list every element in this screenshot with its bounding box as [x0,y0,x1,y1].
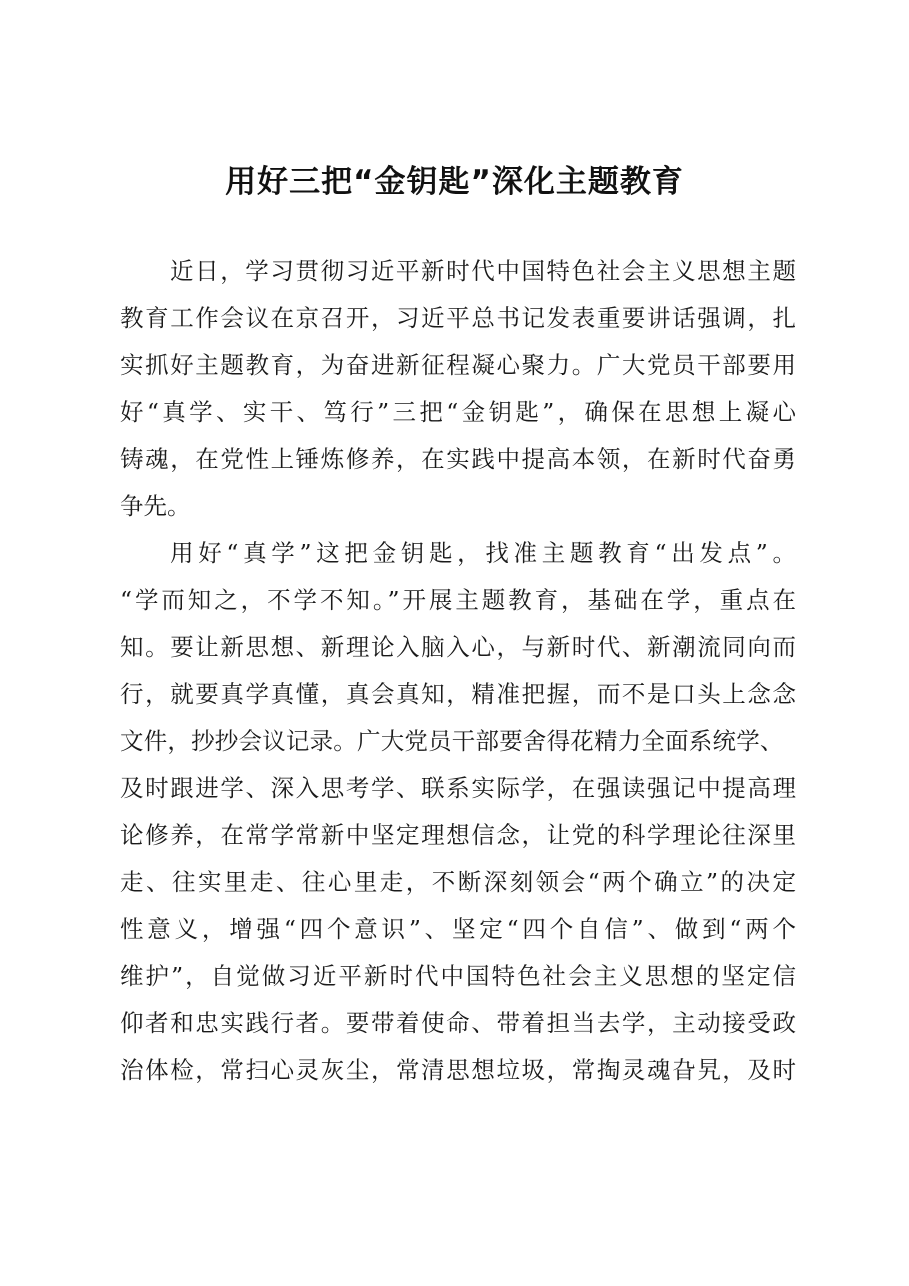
text-line: 用好“真学”这把金钥匙，找准主题教育“出发点”。 [170,539,796,567]
text-line: 铸魂，在党性上锤炼修养，在实践中提高本领，在新时代奋勇 [120,445,796,473]
text-line: 仰者和忠实践行者。要带着使命、带着担当去学，主动接受政 [120,1009,796,1037]
text-line: 论修养，在常学常新中坚定理想信念，让党的科学理论往深里 [120,821,796,849]
text-line: 实抓好主题教育，为奋进新征程凝心聚力。广大党员干部要用 [120,351,796,379]
text-line: “学而知之，不学不知。”开展主题教育，基础在学，重点在 [120,586,796,614]
text-line: 及时跟进学、深入思考学、联系实际学，在强读强记中提高理 [120,774,796,802]
document-title: 用好三把“金钥匙”深化主题教育 [225,164,684,200]
text-line: 争先。 [120,492,191,520]
text-line: 知。要让新思想、新理论入脑入心，与新时代、新潮流同向而 [120,633,796,661]
paragraph-2 [120,530,796,1094]
text-line: 维护”，自觉做习近平新时代中国特色社会主义思想的坚定信 [120,962,796,990]
text-line: 行，就要真学真懂，真会真知，精准把握，而不是口头上念念 [120,680,796,708]
text-line: 走、往实里走、往心里走，不断深刻领会“两个确立”的决定 [120,868,796,896]
document-body [120,248,796,1094]
text-line: 近日，学习贯彻习近平新时代中国特色社会主义思想主题 [170,257,796,285]
text-line: 治体检，常扫心灵灰尘，常清思想垃圾，常掏灵魂旮旯，及时 [120,1056,796,1084]
text-line: 好“真学、实干、笃行”三把“金钥匙”，确保在思想上凝心 [120,398,796,426]
paragraph-1 [120,248,796,530]
text-line: 教育工作会议在京召开，习近平总书记发表重要讲话强调，扎 [120,304,796,332]
text-line: 文件，抄抄会议记录。广大党员干部要舍得花精力全面系统学、 [120,727,784,755]
text-line: 性意义，增强“四个意识”、坚定“四个自信”、做到“两个 [120,915,796,943]
